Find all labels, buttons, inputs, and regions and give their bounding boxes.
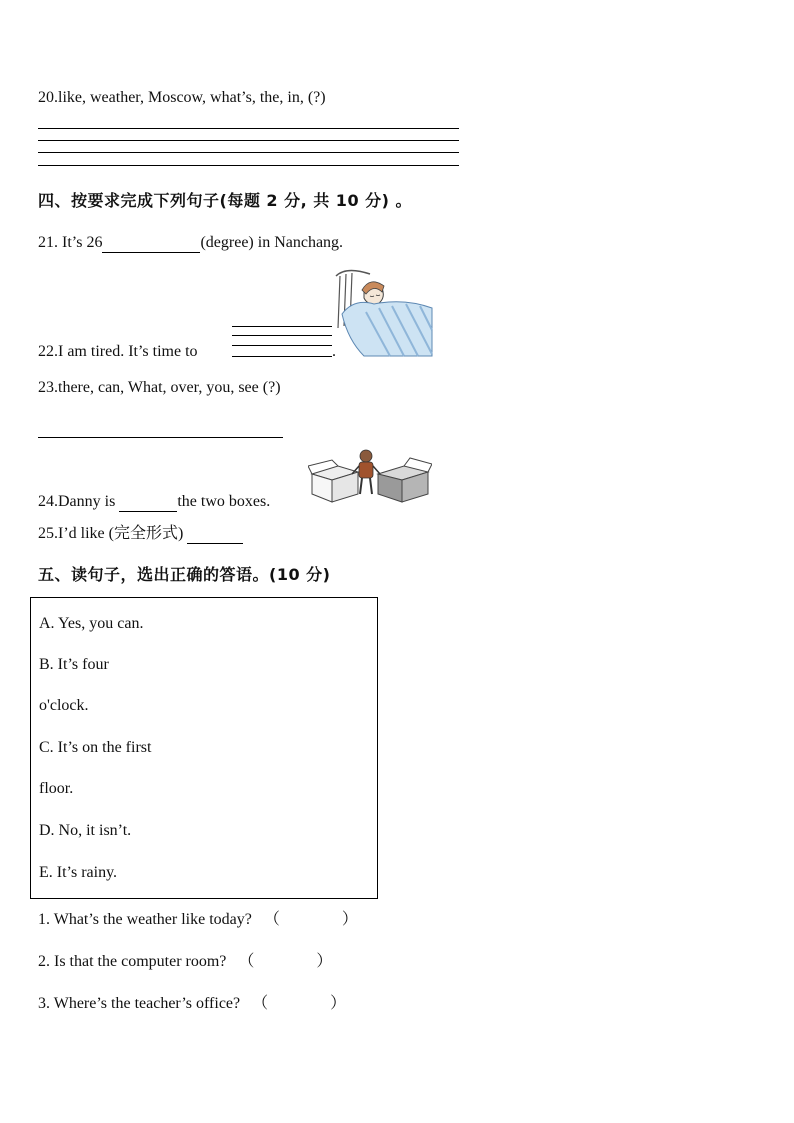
q22-answer-line-4[interactable] bbox=[232, 356, 332, 357]
q22-text-before: 22.I am tired. It’s time to bbox=[38, 343, 198, 360]
answer-options-box bbox=[30, 597, 378, 899]
q20-answer-line-1[interactable] bbox=[38, 128, 459, 129]
question-1-paren-close: ） bbox=[341, 911, 358, 928]
section-5-heading: 五、读句子，选出正确的答语。(10 分) bbox=[38, 565, 331, 584]
q22-answer-line-2[interactable] bbox=[232, 335, 332, 336]
option-d: D. No, it isn’t. bbox=[39, 822, 132, 839]
q21-blank[interactable] bbox=[102, 236, 200, 253]
q23-answer-line[interactable] bbox=[38, 437, 283, 438]
question-3-paren-open: （ bbox=[252, 995, 269, 1012]
question-2 bbox=[38, 952, 332, 972]
q22-answer-line-1[interactable] bbox=[232, 326, 332, 327]
q22-answer-line-3[interactable] bbox=[232, 345, 332, 346]
q24-text-after: the two boxes. bbox=[177, 493, 271, 510]
q24-text-before: 24.Danny is bbox=[38, 493, 116, 510]
question-2-paren-open: （ bbox=[238, 953, 255, 970]
question-3-paren-close: ） bbox=[330, 995, 347, 1012]
option-a: A. Yes, you can. bbox=[39, 615, 144, 632]
q25-blank[interactable] bbox=[187, 527, 243, 544]
option-c: C. It’s on the first bbox=[39, 739, 152, 756]
q20-answer-line-4[interactable] bbox=[38, 165, 459, 166]
q20-answer-line-2[interactable] bbox=[38, 140, 459, 141]
girl-sleeping-in-bed-icon bbox=[334, 268, 434, 358]
question-3 bbox=[38, 994, 346, 1014]
question-1 bbox=[38, 910, 358, 930]
q21-text-before: 21. It’s 26 bbox=[38, 234, 103, 251]
q20-prompt: 20.like, weather, Moscow, what’s, the, in, (?) bbox=[38, 89, 326, 106]
q25-text: 25.I’d like (完全形式) bbox=[38, 525, 184, 542]
question-1-paren-open: （ bbox=[263, 911, 280, 928]
option-e: E. It’s rainy. bbox=[39, 864, 118, 881]
question-1-text: 1. What’s the weather like today? bbox=[38, 911, 252, 928]
option-b-continued: o'clock. bbox=[39, 697, 89, 714]
section-4-heading: 四、按要求完成下列句子(每题 2 分, 共 10 分) 。 bbox=[38, 191, 413, 210]
q24 bbox=[38, 492, 270, 512]
q20-answer-line-3[interactable] bbox=[38, 152, 459, 153]
q21-text-after: (degree) in Nanchang. bbox=[200, 234, 344, 251]
question-2-paren-close: ） bbox=[316, 953, 333, 970]
option-b: B. It’s four bbox=[39, 656, 109, 673]
q21 bbox=[38, 233, 343, 253]
question-3-text: 3. Where’s the teacher’s office? bbox=[38, 995, 241, 1012]
question-2-text: 2. Is that the computer room? bbox=[38, 953, 227, 970]
option-c-continued: floor. bbox=[39, 780, 74, 797]
q25 bbox=[38, 524, 243, 544]
boy-between-two-boxes-icon bbox=[308, 448, 432, 506]
q22-text-after: . bbox=[332, 343, 336, 360]
q24-blank[interactable] bbox=[119, 495, 177, 512]
q23-prompt: 23.there, can, What, over, you, see (?) bbox=[38, 379, 281, 396]
